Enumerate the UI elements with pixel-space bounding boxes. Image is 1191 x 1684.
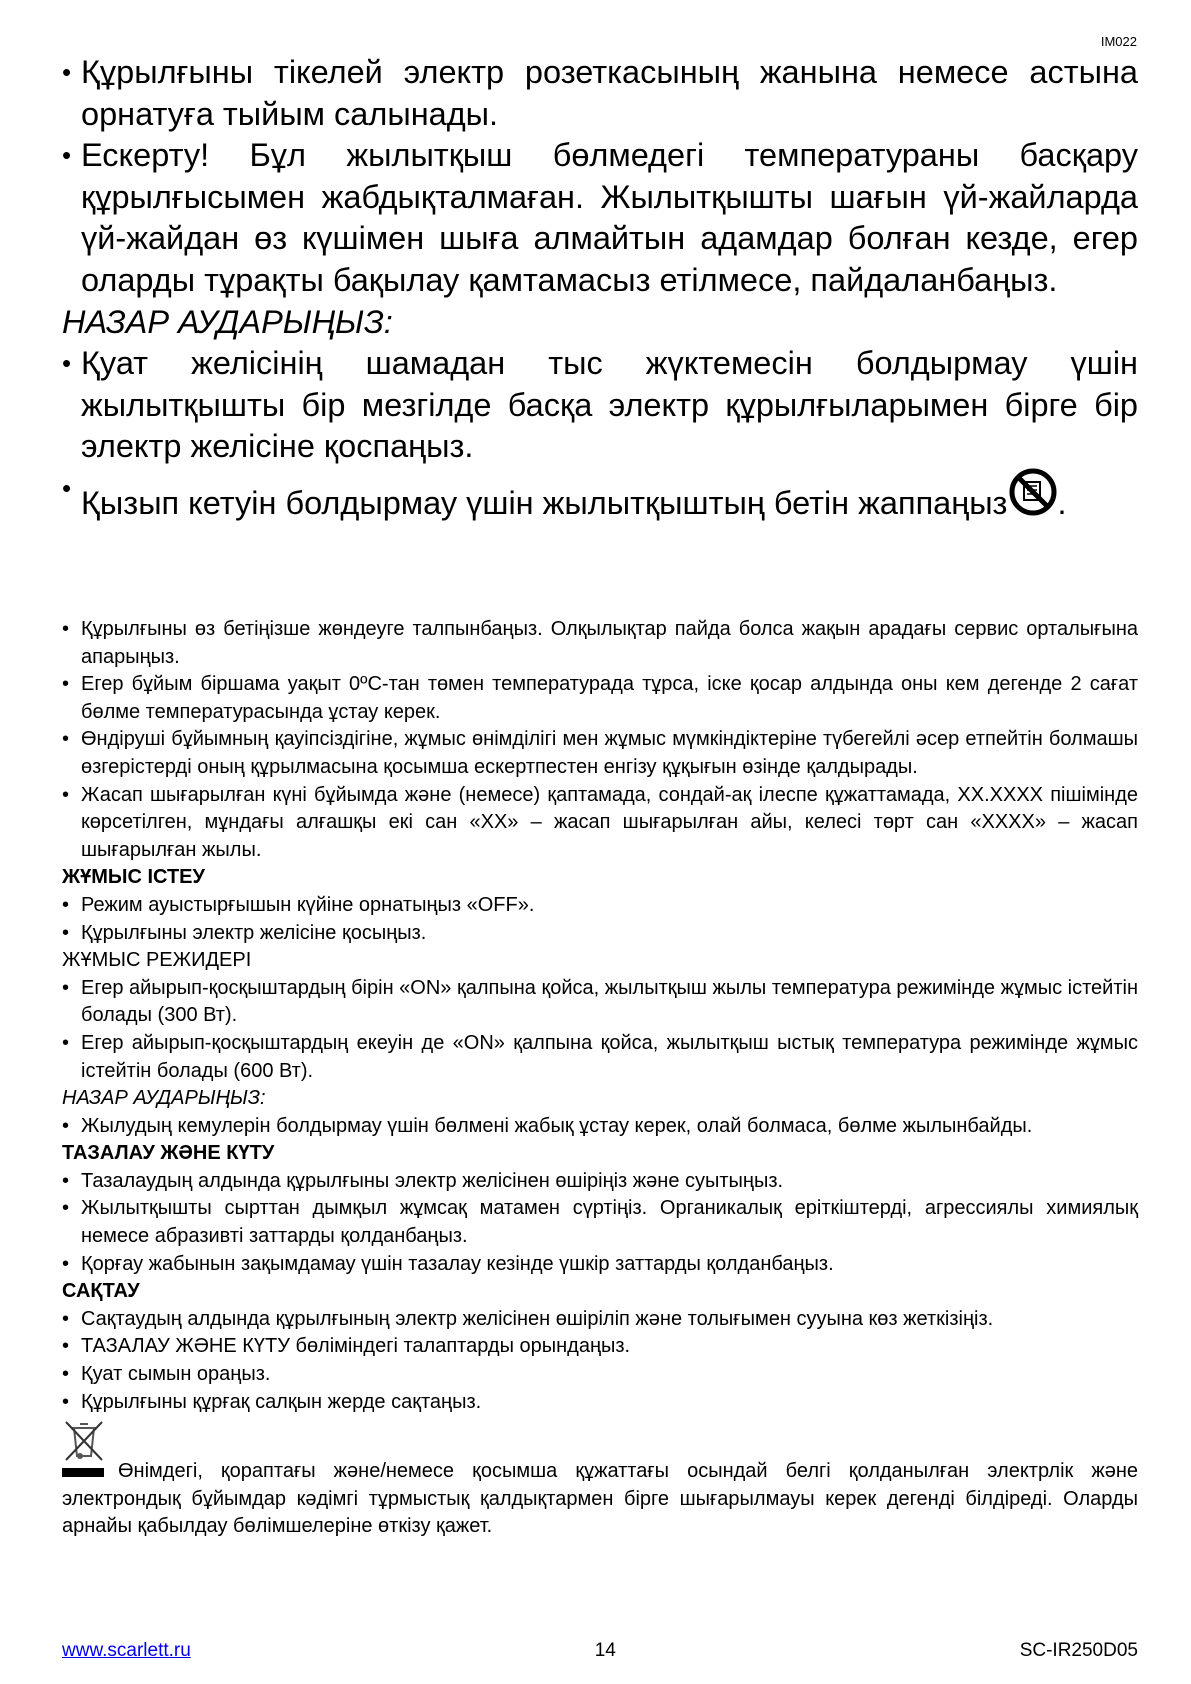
- black-bar-icon: [62, 1468, 104, 1477]
- list-item: • Сақтаудың алдында құрылғының электр желісінен өшіріліп және толығымен сууына көз жеткізіңіз.: [62, 1306, 1138, 1334]
- attention-heading: НАЗАР АУДАРЫҢЫЗ:: [62, 303, 393, 340]
- weee-symbol: [62, 1418, 112, 1462]
- instructions: [62, 616, 1138, 1541]
- attention-heading: НАЗАР АУДАРЫҢЫЗ:: [62, 1087, 266, 1110]
- list-item: • Қуат сымын ораңыз.: [62, 1361, 1138, 1389]
- list-item: • ТАЗАЛАУ ЖӘНЕ КҮТУ бөліміндегі талаптарды орындаңыз.: [62, 1333, 1138, 1361]
- model-number: SC-IR250D05: [1019, 1640, 1138, 1661]
- list-item: • Құрылғыны тікелей электр розеткасының жанына немесе астына орнатуға тыйым салынады.: [62, 52, 1138, 135]
- list-item: • Қорғау жабынын зақымдамау үшін тазалау кезінде үшкір заттарды қолданбаңыз.: [62, 1251, 1138, 1279]
- list-item-text: Қызып кетуін болдырмау үшін жылытқыштың бетін жаппаңыз: [81, 484, 1008, 521]
- subsection-heading: ЖҰМЫС РЕЖИДЕРІ: [62, 949, 252, 972]
- page-number: 14: [594, 1640, 616, 1661]
- do-not-cover-icon: [1009, 468, 1057, 516]
- website-link[interactable]: www.scarlett.ru: [62, 1640, 191, 1661]
- section-heading: САҚТАУ: [62, 1280, 140, 1303]
- list-item: • Тазалаудың алдында құрылғыны электр желісінен өшіріңіз және суытыңыз.: [62, 1168, 1138, 1196]
- section-heading: ЖҰМЫС ІСТЕУ: [62, 866, 205, 889]
- list-item: • Ескерту! Бұл жылытқыш бөлмедегі температураны басқару құрылғысымен жабдықталмаған. Жылытқышты шағын үй-жайларда үй-жайдан өз күшімен шыға алмайтын адамдар болған кезде, егер оларды тұрақты бақылау қамтамасыз етілмесе, пайдаланбаңыз.: [62, 135, 1138, 301]
- disposal-text: Өнімдегі, қораптағы және/немесе қосымша құжаттағы осындай белгі қолданылған электрлік және электрондық бұйымдар кәдімгі тұрмыстық қалдықтармен бірге шығарылмауы керек дегенді білдіреді. Оларды арнайы қабылдау бөлімшелеріне өткізу қажет.: [62, 1460, 1138, 1538]
- warnings-large: [62, 52, 1138, 525]
- list-item: • Егер айырып-қосқыштардың екеуін де «ON» қалпына қойса, жылытқыш ыстық температура режимінде жұмыс істейтін болады (600 Вт).: [62, 1030, 1138, 1085]
- list-item: • Құрылғыны өз бетіңізше жөндеуге талпынбаңыз. Олқылықтар пайда болса жақын арадағы сервис орталығына апарыңыз.: [62, 616, 1138, 671]
- list-item: • Жылудың кемулерін болдырмау үшін бөлмені жабық ұстау керек, олай болмаса, бөлме жылынбайды.: [62, 1113, 1138, 1141]
- list-item: • Құрылғыны электр желісіне қосыңыз.: [62, 920, 1138, 948]
- crossed-bin-icon: [62, 1418, 106, 1462]
- list-item: • Жылытқышты сырттан дымқыл жұмсақ матамен сүртіңіз. Органикалық еріткіштерді, агрессиялы химиялық немесе абразивті заттарды қолданбаңыз.: [62, 1195, 1138, 1250]
- list-item: • Құрылғыны құрғақ салқын жерде сақтаңыз.: [62, 1389, 1138, 1417]
- document-code: IM022: [1100, 34, 1137, 49]
- disposal-notice: [62, 1458, 1138, 1541]
- footer: [62, 1640, 1138, 1662]
- list-item: • Өндіруші бұйымның қауіпсіздігіне, жұмыс өнімділігі мен жұмыс мүмкіндіктеріне түбегейлі әсер етпейтін болмашы өзгерістерді оның құрылмасына қосымша ескертпестен енгізу құқығын өзінде қалдырады.: [62, 726, 1138, 781]
- section-heading: ТАЗАЛАУ ЖӘНЕ КҮТУ: [62, 1142, 275, 1165]
- list-item-suffix: .: [1057, 484, 1067, 521]
- list-item: • Жасап шығарылған күні бұйымда және (немесе) қаптамада, сондай-ақ ілеспе құжаттамада, XX.XXXX пішімінде көрсетілген, мұндағы алғашқы екі сан «XX» – жасап шығарылған айы, келесі төрт сан «XXXX» – жасап шығарылған жылы.: [62, 782, 1138, 865]
- list-item: • Қуат желісінің шамадан тыс жүктемесін болдырмау үшін жылытқышты бір мезгілде басқа электр құрылғыларымен бірге бір электр желісіне қоспаңыз.: [62, 343, 1138, 468]
- list-item: • Егер бұйым біршама уақыт 0ºC-тан төмен температурада тұрса, іске қосар алдында оны кем дегенде 2 сағат бөлме температурасында ұстау керек.: [62, 671, 1138, 726]
- list-item: • Егер айырып-қосқыштардың бірін «ON» қалпына қойса, жылытқыш жылы температура режимінде жұмыс істейтін болады (300 Вт).: [62, 975, 1138, 1030]
- list-item: [62, 468, 1138, 525]
- list-item: • Режим ауыстырғышын күйіне орнатыңыз «OFF».: [62, 892, 1138, 920]
